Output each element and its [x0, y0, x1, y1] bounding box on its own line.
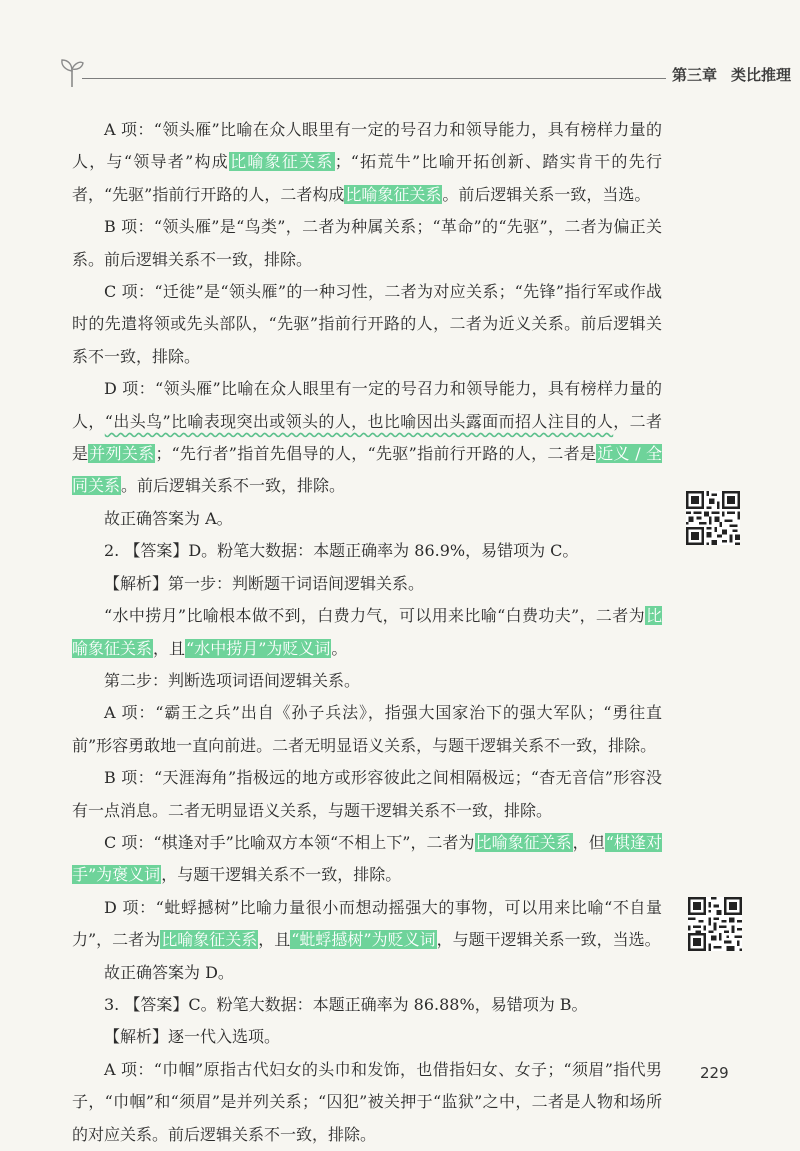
highlighted-term: 并列关系	[89, 444, 155, 464]
page-number: 229	[700, 1064, 729, 1082]
text-run: 【解析】逐一代入选项。	[104, 1027, 281, 1047]
text-run: ，二者是	[72, 411, 662, 464]
highlighted-term: 近义 / 全同关系	[72, 444, 662, 496]
text-run: A 项：“巾帼”原指古代妇女的头巾和发饰，也借指妇女、女子；“须眉”指代男子，“巾帼”和“须眉”是并列关系；“囚犯”被关押于“监狱”之中，二者是人物和场所的对应关系。前后逻辑关系不一致，排除。	[72, 1059, 662, 1144]
text-run: B 项：“天涯海角”指极远的地方或形容彼此之间相隔极远；“杳无音信”形容没有一点消息。二者无明显语义关系，与题干逻辑关系不一致，排除。	[72, 768, 662, 820]
chapter-title	[672, 64, 791, 85]
highlighted-term: 比喻象征关系	[72, 606, 662, 658]
answer-explanation-body	[72, 114, 662, 1151]
paragraph	[72, 892, 662, 957]
text-run: ，且	[153, 638, 186, 658]
highlighted-term: “棋逢对手”为褒义词	[72, 832, 662, 885]
paragraph	[72, 600, 662, 665]
paragraph	[72, 957, 662, 989]
text-run: C 项：“棋逢对手”比喻双方本领“不相上下”，二者为	[104, 832, 475, 852]
text-run: ，但	[572, 832, 605, 852]
text-run: ，且	[258, 930, 291, 950]
text-run: A 项：“霸王之兵”出自《孙子兵法》，指强大国家治下的强大军队；“勇往直前”形容勇敢地一直向前进。二者无明显语义关系，与题干逻辑关系不一致，排除。	[72, 703, 662, 755]
highlighted-term: 比喻象征关系	[345, 184, 442, 204]
text-run: A 项：“领头雁”比喻在众人眼里有一定的号召力和领导能力，具有榜样力量的人，与“领导者”构成	[72, 120, 662, 172]
paragraph	[72, 1054, 662, 1151]
page-header	[60, 54, 792, 94]
text-run: “水中捞月”比喻根本做不到，白费力气，可以用来比喻“白费功夫”，二者为	[104, 606, 645, 626]
paragraph	[72, 276, 662, 373]
highlighted-term: 比喻象征关系	[475, 832, 572, 852]
wavy-underlined-text: “出头鸟”比喻表现突出或领头的人，也比喻因出头露面而招人注目的人	[104, 411, 614, 431]
text-run: ，与题干逻辑关系不一致，排除。	[161, 865, 402, 885]
text-run: 2. 【答案】D。粉笔大数据：本题正确率为 86.9%，易错项为 C。	[104, 541, 579, 561]
highlighted-term: 比喻象征关系	[230, 152, 334, 172]
paragraph	[72, 1021, 662, 1053]
text-run: B 项：“领头雁”是“鸟类”，二者为种属关系；“革命”的“先驱”，二者为偏正关系。前后逻辑关系不一致，排除。	[72, 217, 662, 269]
paragraph	[72, 989, 662, 1021]
paragraph	[72, 827, 662, 892]
section-label: 类比推理	[731, 66, 792, 84]
text-run: 。前后逻辑关系一致，当选。	[442, 184, 651, 204]
paragraph	[72, 568, 662, 600]
text-run: ；“先行者”指首先倡导的人，“先驱”指前行开路的人，二者是	[155, 444, 597, 464]
text-run: 3. 【答案】C。粉笔大数据：本题正确率为 86.88%，易错项为 B。	[104, 994, 588, 1014]
highlighted-term: 比喻象征关系	[161, 930, 258, 950]
paragraph	[72, 114, 662, 211]
text-run: 。前后逻辑关系不一致，排除。	[121, 476, 346, 496]
text-run: C 项：“迁徙”是“领头雁”的一种习性，二者为对应关系；“先锋”指行军或作战时的先遣将领或先头部队，“先驱”指前行开路的人，二者为近义关系。前后逻辑关系不一致，排除。	[72, 282, 662, 366]
text-run: 故正确答案为 D。	[104, 962, 234, 982]
paragraph	[72, 697, 662, 762]
text-run: 故正确答案为 A。	[104, 508, 233, 528]
text-run: D 项：“领头雁”比喻在众人眼里有一定的号召力和领导能力，具有榜样力量的人，	[72, 379, 662, 431]
text-run: 第二步：判断选项词语间逻辑关系。	[104, 670, 361, 690]
text-run: D 项：“蚍蜉撼树”比喻力量很小而想动摇强大的事物，可以用来比喻“不自量力”，二者为	[72, 897, 662, 950]
header-rule	[82, 78, 666, 79]
paragraph	[72, 373, 662, 503]
chapter-label: 第三章	[672, 66, 718, 84]
paragraph	[72, 503, 662, 535]
paragraph	[72, 762, 662, 827]
highlighted-term: “蚍蜉撼树”为贬义词	[291, 930, 436, 950]
paragraph	[72, 665, 662, 697]
text-run: ；“拓荒牛”比喻开拓创新、踏实肯干的先行者，“先驱”指前行开路的人，二者构成	[72, 152, 662, 204]
highlighted-term: “水中捞月”为贬义词	[186, 638, 331, 658]
paragraph	[72, 211, 662, 276]
paragraph	[72, 535, 662, 567]
text-run: ，与题干逻辑关系一致，当选。	[436, 930, 661, 950]
qr-code-icon[interactable]	[686, 491, 740, 545]
text-run: 【解析】第一步：判断题干词语间逻辑关系。	[104, 573, 425, 593]
qr-code-icon[interactable]	[688, 897, 742, 951]
text-run: 。	[331, 638, 348, 658]
sprout-icon	[60, 54, 84, 88]
